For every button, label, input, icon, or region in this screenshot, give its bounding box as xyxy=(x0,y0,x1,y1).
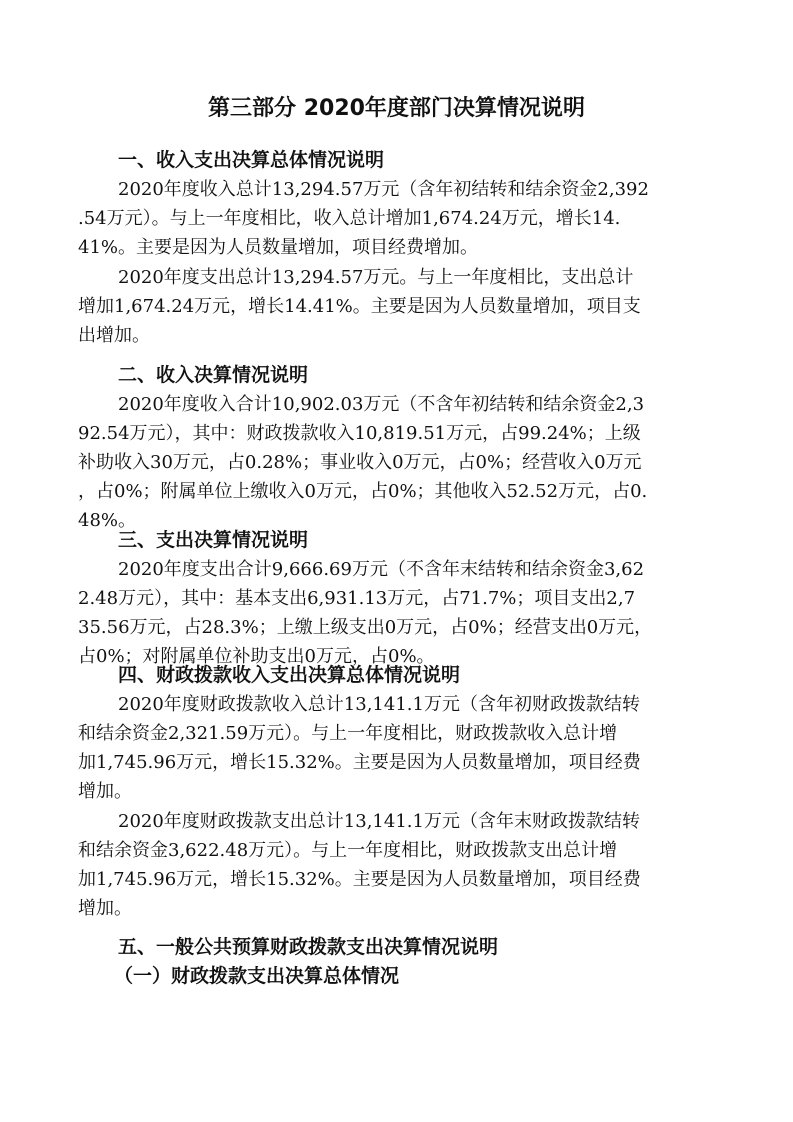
text-line: 2020年度收入总计13,294.57万元（含年初结转和结余资金2,392 xyxy=(118,179,649,200)
text-line: 2020年度财政拨款支出总计13,141.1万元（含年末财政拨款结转 xyxy=(118,811,640,832)
section-1-paragraph-1 xyxy=(78,175,718,262)
text-line: ，占0%；附属单位上缴收入0万元，占0%；其他收入52.52万元，占0. xyxy=(78,481,648,502)
text-line: 增加1,674.24万元，增长14.41%。主要是因为人员数量增加，项目支 xyxy=(78,296,641,317)
section-2-paragraph-1 xyxy=(78,390,718,535)
text-line: 2020年度财政拨款收入总计13,141.1万元（含年初财政拨款结转 xyxy=(118,694,640,715)
text-line: 和结余资金3,622.48万元）。与上一年度相比，财政拨款支出总计增 xyxy=(78,840,618,861)
text-line: 和结余资金2,321.59万元）。与上一年度相比，财政拨款收入总计增 xyxy=(78,723,618,744)
text-line: 48%。 xyxy=(78,510,137,531)
text-line: 补助收入30万元，占0.28%；事业收入0万元，占0%；经营收入0万元 xyxy=(78,452,642,473)
text-line: 增加。 xyxy=(78,781,132,802)
section-4-paragraph-2 xyxy=(78,807,718,923)
section-heading-5: 五、一般公共预算财政拨款支出决算情况说明 xyxy=(118,936,499,958)
text-line: 增加。 xyxy=(78,898,132,919)
section-heading-3: 三、支出决算情况说明 xyxy=(118,529,309,551)
section-1-paragraph-2 xyxy=(78,263,718,350)
section-heading-4: 四、财政拨款收入支出决算总体情况说明 xyxy=(118,664,461,686)
text-line: 35.56万元，占28.3%；上缴上级支出0万元，占0%；经营支出0万元， xyxy=(78,617,653,638)
page-title: 第三部分 2020年度部门决算情况说明 xyxy=(208,96,585,121)
text-line: 出增加。 xyxy=(78,325,150,346)
text-line: 92.54万元），其中：财政拨款收入10,819.51万元，占99.24%；上级 xyxy=(78,423,641,444)
text-line: 2.48万元），其中：基本支出6,931.13万元，占71.7%；项目支出2,7 xyxy=(78,588,636,609)
text-line: 加1,745.96万元，增长15.32%。主要是因为人员数量增加，项目经费 xyxy=(78,869,641,890)
text-line: 2020年度收入合计10,902.03万元（不含年初结转和结余资金2,3 xyxy=(118,394,645,415)
section-4-paragraph-1 xyxy=(78,690,718,806)
subsection-heading: （一）财政拨款支出决算总体情况 xyxy=(114,965,400,987)
text-line: 2020年度支出总计13,294.57万元。与上一年度相比，支出总计 xyxy=(118,267,634,288)
section-heading-1: 一、收入支出决算总体情况说明 xyxy=(118,149,385,171)
text-line: .54万元）。与上一年度相比，收入总计增加1,674.24万元，增长14. xyxy=(78,208,621,229)
text-line: 加1,745.96万元，增长15.32%。主要是因为人员数量增加，项目经费 xyxy=(78,752,641,773)
text-line: 占0%；对附属单位补助支出0万元，占0%。 xyxy=(78,646,435,667)
text-line: 41%。主要是因为人员数量增加，项目经费增加。 xyxy=(78,237,479,258)
section-3-paragraph-1 xyxy=(78,555,718,671)
text-line: 2020年度支出合计9,666.69万元（不含年末结转和结余资金3,62 xyxy=(118,559,645,580)
section-heading-2: 二、收入决算情况说明 xyxy=(118,364,309,386)
